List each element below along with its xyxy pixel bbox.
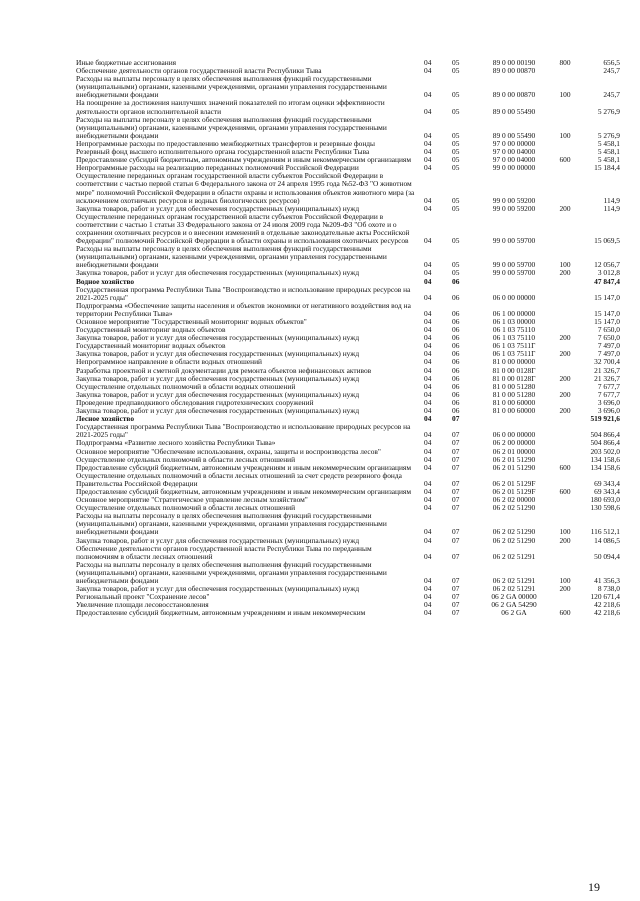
target-article-code: 06 2 02 51291 (492, 584, 536, 594)
amount: 47 847,4 (594, 276, 620, 286)
expense-type-code: 600 (559, 155, 571, 165)
row-name: Осуществление переданных органам государственной власти субъектов Российской Федерации в соответствии с частью первой статьи 6 Федерального закона от 24 апреля 1995 года №52-ФЗ "О животном мире" полномочий Российской Федерации в области охраны и использования объектов животного мира (за исключением охотничьих ресурсов и водных биологических ресурсов) (76, 171, 415, 205)
section-code: 04 (424, 503, 432, 513)
table-row (76, 608, 620, 618)
subsection-code: 05 (452, 195, 460, 205)
target-article-code: 81 0 00 60000 (492, 406, 536, 416)
section-code: 04 (424, 260, 432, 270)
row-name: Резервный фонд высшего исполнительного органа государственной власти Республики Тыва (76, 147, 370, 157)
section-code: 04 (424, 454, 432, 464)
subsection-code: 06 (452, 397, 460, 407)
row-name: Увеличение площади лесовосстановления (76, 600, 209, 610)
amount: 15 147,0 (594, 292, 620, 302)
amount: 69 343,4 (594, 486, 620, 496)
amount: 15 147,0 (594, 308, 620, 318)
subsection-code: 07 (452, 478, 460, 488)
subsection-code: 05 (452, 106, 460, 116)
subsection-code: 05 (452, 147, 460, 157)
target-article-code: 06 2 02 51290 (492, 527, 536, 537)
amount: 504 866,4 (590, 430, 620, 440)
section-code: 04 (424, 155, 432, 165)
section-code: 04 (424, 438, 432, 448)
row-name: Закупка товаров, работ и услуг для обеспечения государственных (муниципальных) нужд (76, 373, 360, 383)
section-code: 04 (424, 608, 432, 618)
section-code: 04 (424, 341, 432, 351)
amount: 134 158,6 (590, 462, 620, 472)
row-name: Непрограммное направление в области водных отношений (76, 357, 263, 367)
section-code: 04 (424, 292, 432, 302)
target-article-code: 81 0 00 00000 (492, 357, 536, 367)
section-code: 04 (424, 535, 432, 545)
row-name: Разработка проектной и сметной документации для ремонта объектов нефинансовых активов (76, 365, 372, 375)
subsection-code: 07 (452, 462, 460, 472)
amount: 3 696,0 (597, 406, 620, 416)
table-row (76, 422, 620, 440)
subsection-code: 07 (452, 486, 460, 496)
row-name: Закупка товаров, работ и услуг для обеспечения государственных (муниципальных) нужд (76, 535, 360, 545)
amount: 245,7 (603, 90, 620, 100)
row-name: Расходы на выплаты персоналу в целях обеспечения выполнения функций государственными (муниципальными) органами, казенными учреждениями, органами управления государственными внебюджетными фондами (76, 114, 387, 140)
section-code: 04 (424, 381, 432, 391)
subsection-code: 07 (452, 430, 460, 440)
section-code: 04 (424, 486, 432, 496)
target-article-code: 06 2 GA (501, 608, 527, 618)
expense-type-code: 100 (559, 130, 571, 140)
section-code: 04 (424, 276, 432, 286)
subsection-code: 07 (452, 535, 460, 545)
row-name: Осуществление отдельных полномочий в области лесных отношений (76, 503, 296, 513)
expense-type-code: 100 (559, 260, 571, 270)
table-row (76, 98, 620, 116)
row-name: Основное мероприятие "Стратегическое управление лесным хозяйством" (76, 495, 308, 505)
target-article-code: 89 0 00 55490 (492, 130, 536, 140)
target-article-code: 06 2 02 51290 (492, 535, 536, 545)
subsection-code: 06 (452, 373, 460, 383)
section-code: 04 (424, 414, 432, 424)
subsection-code: 07 (452, 503, 460, 513)
amount: 12 056,7 (594, 260, 620, 270)
target-article-code: 06 2 01 00000 (492, 446, 536, 456)
expense-type-code: 100 (559, 90, 571, 100)
expense-type-code: 100 (559, 527, 571, 537)
table-row (76, 268, 620, 278)
row-name: Подпрограмма «Развитие лесного хозяйства Республики Тыва» (76, 438, 276, 448)
expense-type-code: 800 (559, 58, 571, 67)
row-name: Проведение предпаводкивого обследования гидротехнических сооружений (76, 397, 314, 407)
row-name: Водное хозяйство (76, 276, 135, 286)
amount: 3 012,8 (597, 268, 620, 278)
subsection-code: 05 (452, 203, 460, 213)
subsection-code: 07 (452, 495, 460, 505)
amount: 69 343,4 (594, 478, 620, 488)
row-name: Осуществление переданных органам государственной власти субъектов Российской Федерации в соответствии с частью 1 статьи 33 Федерального закона от 24 июля 2009 года №209-ФЗ "Об охоте и о сохранении охотничьих ресурсов и о внесении изменений в отдельные законодательные акты Российской Федерации" полномочий Российской Федерации в области охраны и использования охотничьих ресурсов (76, 211, 410, 246)
target-article-code: 81 0 00 0128Г (492, 365, 536, 375)
amount: 42 218,6 (594, 608, 620, 618)
amount: 42 218,6 (594, 600, 620, 610)
amount: 21 326,7 (594, 373, 620, 383)
row-name: Обеспечение деятельности органов государственной власти Республики Тыва (76, 66, 322, 76)
amount: 656,5 (603, 58, 620, 67)
subsection-code: 06 (452, 292, 460, 302)
target-article-code: 99 0 00 00000 (492, 163, 536, 173)
target-article-code: 06 2 02 51291 (492, 551, 536, 561)
amount: 5 458,1 (597, 138, 620, 148)
section-code: 04 (424, 397, 432, 407)
expense-type-code: 200 (559, 203, 571, 213)
amount: 41 356,3 (594, 576, 620, 585)
subsection-code: 05 (452, 155, 460, 165)
subsection-code: 07 (452, 454, 460, 464)
amount: 114,9 (603, 195, 620, 205)
expense-type-code: 200 (559, 406, 571, 416)
target-article-code: 81 0 00 0128Г (492, 373, 536, 383)
target-article-code: 89 0 00 00870 (492, 90, 536, 100)
table-row (76, 406, 620, 416)
subsection-code: 06 (452, 357, 460, 367)
amount: 15 184,4 (594, 163, 620, 173)
subsection-code: 06 (452, 276, 460, 286)
table-row (76, 300, 620, 318)
section-code: 04 (424, 203, 432, 213)
subsection-code: 07 (452, 608, 460, 618)
amount: 7 497,0 (597, 341, 620, 351)
subsection-code: 07 (452, 551, 460, 561)
expense-type-code: 200 (559, 349, 571, 359)
amount: 8 738,0 (597, 584, 620, 594)
amount: 5 458,1 (597, 155, 620, 165)
row-name: Государственный мониторинг водных объектов (76, 341, 226, 351)
expense-type-code: 200 (559, 268, 571, 278)
target-article-code: 97 0 00 04000 (492, 147, 536, 157)
amount: 5 276,9 (597, 106, 620, 116)
expense-type-code: 200 (559, 373, 571, 383)
amount: 3 696,0 (597, 397, 620, 407)
subsection-code: 05 (452, 58, 460, 67)
target-article-code: 99 0 00 59200 (492, 195, 536, 205)
row-name: Основное мероприятие "Государственный мониторинг водных объектов" (76, 317, 307, 326)
section-code: 04 (424, 66, 432, 76)
row-name: Подпрограмма «Обеспечение защиты населения и объектов экономики от негативного воздействия вод на территории Республики Тыва» (76, 300, 411, 318)
target-article-code: 06 2 01 5129F (492, 486, 536, 496)
table-row (76, 114, 620, 140)
section-code: 04 (424, 373, 432, 383)
subsection-code: 06 (452, 381, 460, 391)
amount: 180 693,0 (590, 495, 620, 505)
subsection-code: 06 (452, 406, 460, 416)
amount: 114,9 (603, 203, 620, 213)
expense-type-code: 600 (559, 608, 571, 618)
subsection-code: 06 (452, 389, 460, 399)
table-row (76, 74, 620, 100)
table-row (76, 171, 620, 205)
section-code: 04 (424, 90, 432, 100)
section-code: 04 (424, 147, 432, 157)
target-article-code: 81 0 00 51280 (492, 389, 536, 399)
subsection-code: 07 (452, 414, 460, 424)
amount: 7 497,0 (597, 349, 620, 359)
amount: 134 158,6 (590, 454, 620, 464)
amount: 120 671,4 (590, 592, 620, 602)
section-code: 04 (424, 195, 432, 205)
amount: 50 094,4 (594, 551, 620, 561)
subsection-code: 06 (452, 365, 460, 375)
row-name: Непрограммные расходы по предоставлению межбюджетных трансфертов и резервные фонды (76, 138, 376, 148)
section-code: 04 (424, 389, 432, 399)
target-article-code: 06 2 02 00000 (492, 495, 536, 505)
target-article-code: 06 2 00 00000 (492, 438, 536, 448)
section-code: 04 (424, 333, 432, 343)
row-name: Государственная программа Республики Тыва "Воспроизводство и использование природных ресурсов на 2021-2025 годы" (76, 284, 411, 302)
row-name: Закупка товаров, работ и услуг для обеспечения государственных (муниципальных) нужд (76, 389, 360, 399)
expense-type-code: 600 (559, 486, 571, 496)
target-article-code: 06 2 02 51290 (492, 503, 536, 513)
section-code: 04 (424, 592, 432, 602)
target-article-code: 06 1 03 75110 (492, 325, 536, 335)
section-code: 04 (424, 325, 432, 335)
row-name: Иные бюджетные ассигнования (76, 58, 177, 67)
section-code: 04 (424, 406, 432, 416)
amount: 7 650,0 (597, 325, 620, 335)
amount: 15 069,5 (594, 236, 620, 246)
amount: 15 147,0 (594, 317, 620, 326)
page-number: 19 (588, 880, 600, 894)
expense-type-code: 200 (559, 535, 571, 545)
row-name: Закупка товаров, работ и услуг для обеспечения государственных (муниципальных) нужд (76, 268, 360, 278)
section-code: 04 (424, 268, 432, 278)
row-name: Предоставление субсидий бюджетным, автономным учреждениям и иным некоммерческим организациям (76, 155, 412, 165)
table-row (76, 470, 620, 488)
subsection-code: 06 (452, 308, 460, 318)
section-code: 04 (424, 478, 432, 488)
row-name: Лесное хозяйство (76, 414, 135, 424)
target-article-code: 06 2 GA 54290 (491, 600, 537, 610)
section-code: 04 (424, 308, 432, 318)
section-code: 04 (424, 576, 432, 585)
row-name: Обеспечение деятельности органов государственной власти Республики Тыва по переданным полномочиям в области лесных отношений (76, 543, 372, 561)
row-name: Осуществление отдельных полномочий в области водных отношений (76, 381, 296, 391)
section-code: 04 (424, 236, 432, 246)
amount: 519 921,6 (590, 414, 620, 424)
amount: 14 086,5 (594, 535, 620, 545)
subsection-code: 07 (452, 446, 460, 456)
target-article-code: 06 2 02 51291 (492, 576, 536, 585)
subsection-code: 05 (452, 90, 460, 100)
amount: 7 650,0 (597, 333, 620, 343)
target-article-code: 06 1 00 00000 (492, 308, 536, 318)
section-code: 04 (424, 527, 432, 537)
table-row (76, 559, 620, 585)
section-code: 04 (424, 349, 432, 359)
amount: 7 677,7 (597, 381, 620, 391)
table-row (76, 244, 620, 270)
target-article-code: 06 2 01 5129F (492, 478, 536, 488)
amount: 504 866,4 (590, 438, 620, 448)
amount: 203 502,0 (590, 446, 620, 456)
row-name: Государственная программа Республики Тыва "Воспроизводство и использование природных ресурсов на 2021-2025 годы" (76, 422, 411, 440)
target-article-code: 89 0 00 55490 (492, 106, 536, 116)
target-article-code: 06 2 01 51290 (492, 462, 536, 472)
section-code: 04 (424, 58, 432, 67)
row-name: Расходы на выплаты персоналу в целях обеспечения выполнения функций государственными (муниципальными) органами, казенными учреждениями, органами управления государственными внебюджетными фондами (76, 244, 387, 270)
target-article-code: 06 1 03 75110 (492, 333, 536, 343)
row-name: Предоставление субсидий бюджетным, автономным учреждениям и иным некоммерческим организациям (76, 486, 412, 496)
target-article-code: 06 1 03 7511Г (492, 349, 536, 359)
target-article-code: 81 0 00 51280 (492, 381, 536, 391)
section-code: 04 (424, 430, 432, 440)
row-name: Расходы на выплаты персоналу в целях обеспечения выполнения функций государственными (муниципальными) органами, казенными учреждениями, органами управления государственными внебюджетными фондами (76, 559, 387, 585)
amount: 5 276,9 (597, 130, 620, 140)
row-name: Основное мероприятие "Обеспечение использования, охраны, защиты и воспроизводства лесов" (76, 446, 381, 456)
row-name: Закупка товаров, работ и услуг для обеспечения государственных (муниципальных) нужд (76, 203, 360, 213)
section-code: 04 (424, 130, 432, 140)
target-article-code: 06 0 00 00000 (492, 430, 536, 440)
subsection-code: 05 (452, 236, 460, 246)
subsection-code: 07 (452, 527, 460, 537)
section-code: 04 (424, 495, 432, 505)
subsection-code: 07 (452, 584, 460, 594)
amount: 116 512,1 (590, 527, 620, 537)
section-code: 04 (424, 365, 432, 375)
expense-type-code: 200 (559, 389, 571, 399)
subsection-code: 05 (452, 260, 460, 270)
row-name: Предоставление субсидий бюджетным, автономным учреждениям и иным некоммерческим организациям (76, 462, 412, 472)
budget-table (76, 58, 620, 618)
amount: 130 598,6 (590, 503, 620, 513)
row-name: Закупка товаров, работ и услуг для обеспечения государственных (муниципальных) нужд (76, 349, 360, 359)
subsection-code: 06 (452, 325, 460, 335)
section-code: 04 (424, 317, 432, 326)
section-code: 04 (424, 600, 432, 610)
subsection-code: 06 (452, 333, 460, 343)
row-name: Региональный проект "Сохранение лесов" (76, 592, 210, 602)
target-article-code: 99 0 00 59700 (492, 236, 536, 246)
subsection-code: 05 (452, 66, 460, 76)
row-name: На поощрение за достижения наилучших значений показателей по итогам оценки эффективности деятельности органов исполнительной власти (76, 98, 385, 116)
row-name: Расходы на выплаты персоналу в целях обеспечения выполнения функций государственными (муниципальными) органами, казенными учреждениями, органами управления государственными внебюджетными фондами (76, 511, 387, 537)
table-row (76, 543, 620, 561)
target-article-code: 06 2 01 51290 (492, 454, 536, 464)
section-code: 04 (424, 584, 432, 594)
target-article-code: 89 0 00 00190 (492, 58, 536, 67)
expense-type-code: 200 (559, 584, 571, 594)
table-row (76, 284, 620, 302)
subsection-code: 05 (452, 130, 460, 140)
target-article-code: 99 0 00 59700 (492, 260, 536, 270)
subsection-code: 07 (452, 438, 460, 448)
row-name: Осуществление отдельных полномочий в области лесных отношений (76, 454, 296, 464)
row-name: Закупка товаров, работ и услуг для обеспечения государственных (муниципальных) нужд (76, 584, 360, 594)
subsection-code: 07 (452, 576, 460, 585)
subsection-code: 05 (452, 268, 460, 278)
subsection-code: 05 (452, 138, 460, 148)
section-code: 04 (424, 462, 432, 472)
target-article-code: 06 1 03 7511Г (492, 341, 536, 351)
amount: 5 458,1 (597, 147, 620, 157)
expense-type-code: 100 (559, 576, 571, 585)
subsection-code: 06 (452, 349, 460, 359)
row-name: Государственный мониторинг водных объектов (76, 325, 226, 335)
row-name: Закупка товаров, работ и услуг для обеспечения государственных (муниципальных) нужд (76, 406, 360, 416)
target-article-code: 99 0 00 59700 (492, 268, 536, 278)
subsection-code: 07 (452, 600, 460, 610)
amount: 7 677,7 (597, 389, 620, 399)
target-article-code: 99 0 00 59200 (492, 203, 536, 213)
target-article-code: 81 0 00 60000 (492, 397, 536, 407)
target-article-code: 06 0 00 00000 (492, 292, 536, 302)
section-code: 04 (424, 106, 432, 116)
amount: 21 326,7 (594, 365, 620, 375)
section-code: 04 (424, 138, 432, 148)
row-name: Расходы на выплаты персоналу в целях обеспечения выполнения функций государственными (муниципальными) органами, казенными учреждениями, органами управления государственными внебюджетными фондами (76, 74, 387, 100)
table-row (76, 511, 620, 537)
expense-type-code: 200 (559, 333, 571, 343)
subsection-code: 06 (452, 317, 460, 326)
target-article-code: 97 0 00 00000 (492, 138, 536, 148)
amount: 245,7 (603, 66, 620, 76)
expense-type-code: 600 (559, 462, 571, 472)
target-article-code: 06 2 GA 00000 (491, 592, 537, 602)
subsection-code: 07 (452, 592, 460, 602)
subsection-code: 05 (452, 163, 460, 173)
target-article-code: 89 0 00 00870 (492, 66, 536, 76)
section-code: 04 (424, 446, 432, 456)
amount: 32 700,4 (594, 357, 620, 367)
subsection-code: 06 (452, 341, 460, 351)
row-name: Предоставление субсидий бюджетным, автономным учреждениям и иным некоммерческим (76, 608, 366, 618)
row-name: Непрограммные расходы на реализацию переданных полномочий Российской Федерации (76, 163, 359, 173)
target-article-code: 06 1 03 00000 (492, 317, 536, 326)
table-row (76, 211, 620, 246)
section-code: 04 (424, 163, 432, 173)
target-article-code: 97 0 00 04000 (492, 155, 536, 165)
row-name: Осуществление отдельных полномочий в области лесных отношений за счет средств резервного фонда Правительства Российской Федерации (76, 470, 402, 488)
section-code: 04 (424, 357, 432, 367)
row-name: Закупка товаров, работ и услуг для обеспечения государственных (муниципальных) нужд (76, 333, 360, 343)
section-code: 04 (424, 551, 432, 561)
